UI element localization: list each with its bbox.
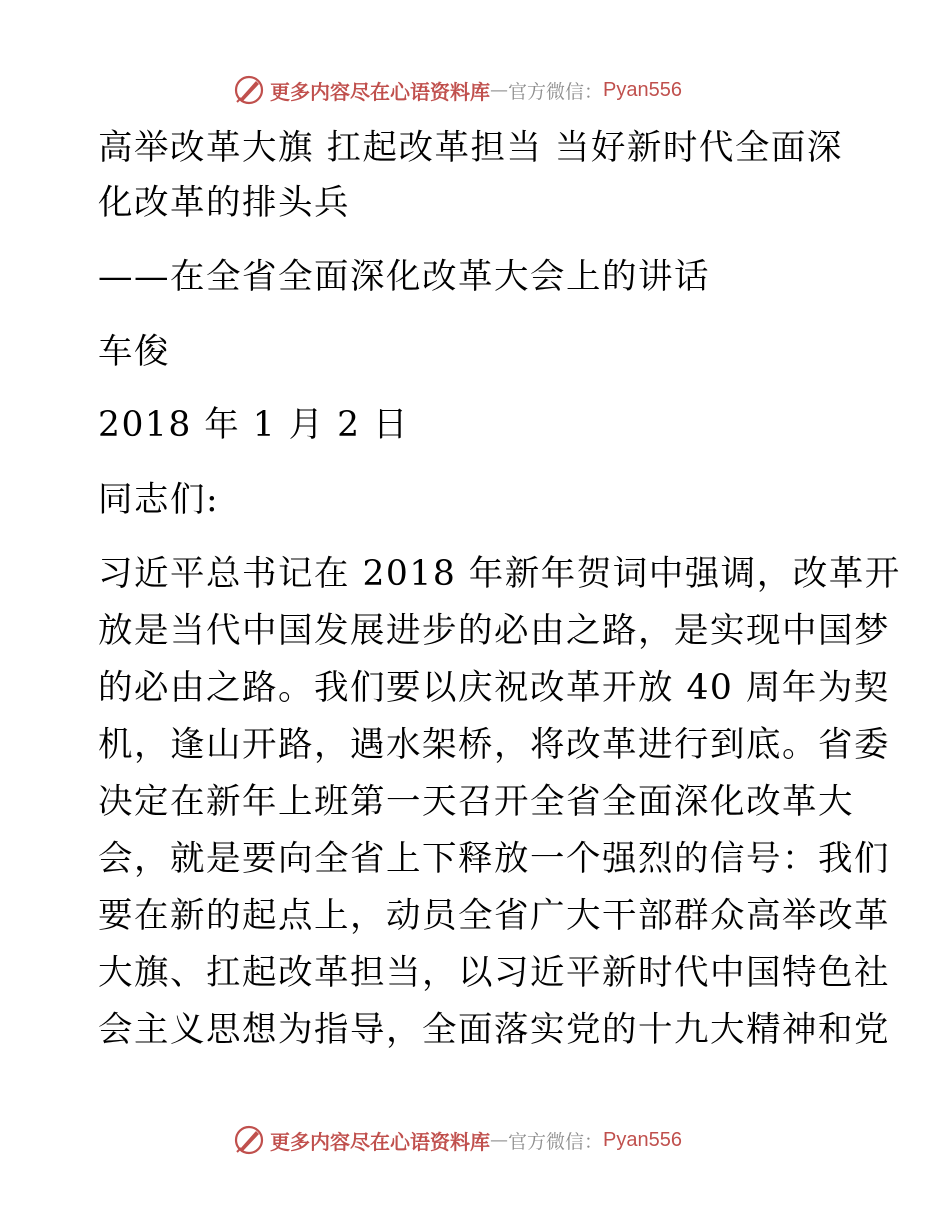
watermark-dash: — [490,79,508,101]
watermark-main-text: 更多内容尽在心语资料库 [270,79,490,104]
body-line: 大旗、扛起改革担当，以习近平新时代中国特色社 [98,953,890,993]
body-line: 机，逢山开路，遇水架桥，将改革进行到底。省委 [98,725,890,765]
watermark-sub-text: 官方微信： [508,80,604,103]
body-line: 放是当代中国发展进步的必由之路，是实现中国梦 [98,611,890,651]
watermark-wechat-id: Pyan556 [603,1128,682,1151]
document-title-line-2: 化改革的排头兵 [98,183,350,223]
document-title-line-1: 高举改革大旗 扛起改革担当 当好新时代全面深 [98,128,843,168]
quill-logo-icon [232,1123,266,1157]
quill-logo-icon [232,73,266,107]
body-line: 的必由之路。我们要以庆祝改革开放 40 周年为契 [98,668,890,708]
watermark-main-text: 更多内容尽在心语资料库 [270,1129,490,1154]
watermark-dash: — [490,1129,508,1151]
header-watermark [232,72,682,108]
body-line: 会主义思想为指导，全面落实党的十九大精神和党 [98,1010,890,1050]
body-line: 决定在新年上班第一天召开全省全面深化改革大 [98,782,854,822]
watermark-sub-text: 官方微信： [508,1130,604,1153]
footer-watermark [232,1122,682,1158]
body-line: 习近平总书记在 2018 年新年贺词中强调，改革开 [98,554,901,594]
document-subtitle: ——在全省全面深化改革大会上的讲话 [98,257,710,297]
body-line: 要在新的起点上，动员全省广大干部群众高举改革 [98,896,890,936]
document-salutation: 同志们: [98,480,220,520]
watermark-wechat-id: Pyan556 [603,78,682,101]
document-date: 2018 年 1 月 2 日 [98,405,410,445]
document-author: 车俊 [98,332,170,372]
body-line: 会，就是要向全省上下释放一个强烈的信号：我们 [98,839,890,879]
